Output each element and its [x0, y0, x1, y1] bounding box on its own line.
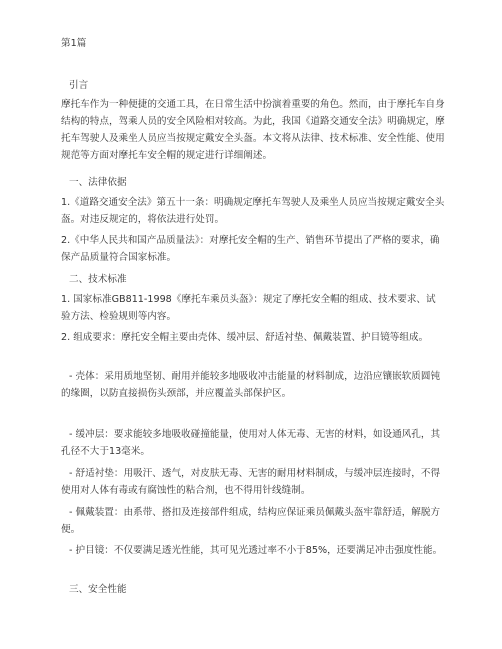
technical-item-2: 2. 组成要求：摩托安全帽主要由壳体、缓冲层、舒适衬垫、佩戴装置、护目镜等组成。 [61, 332, 429, 343]
chapter-title: 第1篇 [61, 38, 87, 49]
section-heading-safety: 三、安全性能 [69, 584, 127, 595]
component-liner: - 舒适衬垫：用吸汗、透气，对皮肤无毒、无害的耐用材料制成，与缓冲层连接时，不得使用对人体有毒或有腐蚀性的粘合剂，也不得用针线缝制。 [61, 468, 441, 496]
component-strap: - 佩戴装置：由系带、搭扣及连接部件组成，结构应保证乘员佩戴头盔牢靠舒适，解脱方便。 [61, 507, 441, 535]
technical-item-1: 1. 国家标准GB811-1998《摩托车乘员头盔》：规定了摩托安全帽的组成、技术要求、试验方法、检验规则等内容。 [61, 294, 436, 322]
section-heading-legal: 一、法律依据 [69, 177, 127, 188]
legal-item-1: 1.《道路交通安全法》第五十一条：明确规定摩托车驾驶人及乘坐人员应当按规定戴安全头盔。对违反规定的，将依法进行处罚。 [61, 197, 445, 225]
component-visor: - 护目镜：不仅要满足透光性能，其可见光透过率不小于85%，还要满足冲击强度性能。 [69, 545, 443, 556]
legal-item-2: 2.《中华人民共和国产品质量法》：对摩托安全帽的生产、销售环节提出了严格的要求，确保产品质量符合国家标准。 [61, 235, 440, 263]
component-shell: - 壳体：采用质地坚韧、耐用并能较多地吸收冲击能量的材料制成，边沿应镶嵌软质圆钝的缘圈，以防直接损伤头颈部，并应覆盖头部保护区。 [61, 371, 441, 399]
intro-paragraph: 摩托车作为一种便捷的交通工具，在日常生活中扮演着重要的角色。然而，由于摩托车自身结构的特点，驾乘人员的安全风险相对较高。为此，我国《道路交通安全法》明确规定，摩托车驾驶人及乘坐人员应当按规定戴安全头盔。本文将从法律、技术标准、安全性能、使用规范等方面对摩托车安全帽的规定进行详细阐述。 [61, 99, 445, 161]
section-heading-technical: 二、技术标准 [69, 274, 127, 285]
intro-heading: 引言 [69, 80, 89, 91]
component-buffer: - 缓冲层：要求能较多地吸收碰撞能量，使用对人体无毒、无害的材料，如设通风孔，其孔径不大于13毫米。 [61, 429, 441, 457]
